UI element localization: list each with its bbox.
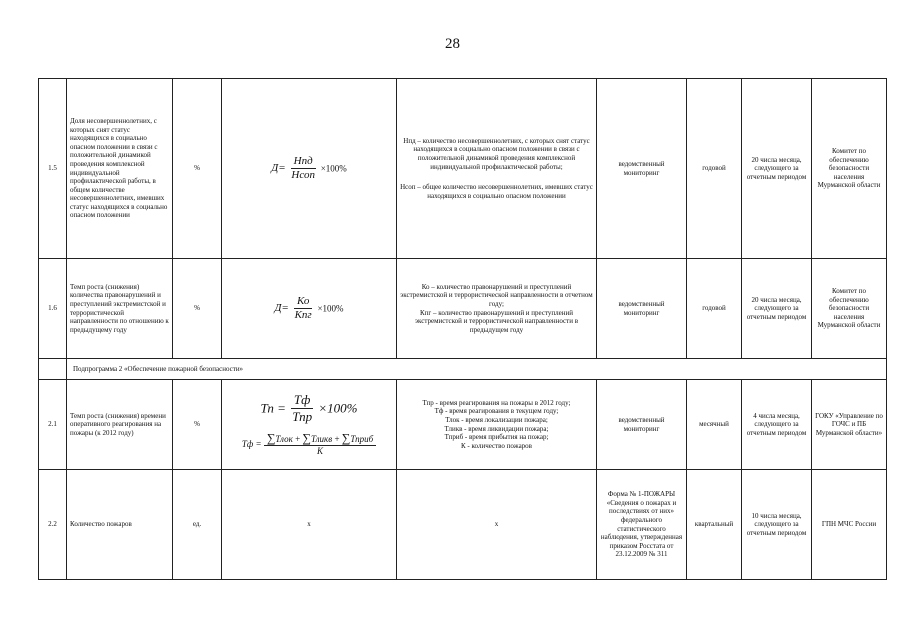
formula	[222, 79, 397, 259]
fraction	[288, 155, 318, 183]
indicator-name: Темп роста (снижения) времени оперативного реагирования на пожары (к 2012 году)	[67, 380, 173, 470]
row-number: 2.2	[39, 470, 67, 580]
page-number: 28	[445, 36, 460, 52]
deadline: 20 числа месяца, следующего за отчетным периодом	[742, 79, 812, 259]
fraction	[292, 295, 315, 323]
deadline: 10 числа месяца, следующего за отчетным периодом	[742, 470, 812, 580]
description-line: К - количество пожаров	[461, 441, 532, 450]
periodicity: квартальный	[687, 470, 742, 580]
formula-main	[225, 392, 393, 425]
formula-suffix: ×100%	[318, 400, 358, 416]
description-line: Кпг – количество правонарушений и преступлений экстремистской и террористической направленности в предыдущем году	[415, 308, 578, 334]
deadline: 20 числа месяца, следующего за отчетным периодом	[742, 259, 812, 359]
indicator-name: Темп роста (снижения) количества правонарушений и преступлений экстремистской и террористической направленности по отношению к предыдущему году	[67, 259, 173, 359]
unit: %	[173, 79, 222, 259]
term: Тликв	[310, 433, 333, 444]
formula-lhs: Д=	[274, 301, 289, 314]
formula-description	[397, 259, 597, 359]
table-row	[39, 470, 887, 580]
description-line: Тлок - время локализации пожара;	[445, 415, 548, 424]
formula-aux	[225, 431, 393, 458]
term: Тприб	[350, 433, 374, 444]
responsible: ГПН МЧС России	[812, 470, 887, 580]
data-source: ведомственный мониторинг	[597, 380, 687, 470]
row-number: 1.5	[39, 79, 67, 259]
plus-sign: +	[295, 433, 301, 444]
table-row	[39, 259, 887, 359]
formula-description	[397, 79, 597, 259]
formula-description: х	[397, 470, 597, 580]
subprogram-row	[39, 359, 887, 380]
unit: ед.	[173, 470, 222, 580]
description-line: Тликв - время ликвидации пожара;	[444, 424, 549, 433]
responsible: Комитет по обеспечению безопасности населения Мурманской области	[812, 259, 887, 359]
periodicity: месячный	[687, 380, 742, 470]
subprogram-title: Подпрограмма 2 «Обеспечение пожарной безопасности»	[67, 359, 887, 380]
unit: %	[173, 380, 222, 470]
data-source: ведомственный мониторинг	[597, 79, 687, 259]
indicators-table	[38, 78, 887, 580]
sum-icon: ∑	[266, 430, 276, 445]
data-source: ведомственный мониторинг	[597, 259, 687, 359]
periodicity: годовой	[687, 79, 742, 259]
description-line: Тприб - время прибытия на пожар;	[444, 433, 549, 442]
description-line: Тф - время реагирования в текущем году;	[434, 407, 559, 416]
unit: %	[173, 259, 222, 359]
deadline: 4 числа месяца, следующего за отчетным периодом	[742, 380, 812, 470]
formula-description	[397, 380, 597, 470]
formula-lhs: Д=	[271, 161, 286, 174]
indicator-name: Количество пожаров	[67, 470, 173, 580]
formula	[222, 259, 397, 359]
formula: х	[222, 470, 397, 580]
plus-sign: +	[334, 433, 340, 444]
responsible: ГОКУ «Управление по ГОЧС и ПБ Мурманской области»	[812, 380, 887, 470]
formula-denominator: Тпр	[292, 408, 313, 424]
formula-lhs: Тф =	[241, 438, 262, 449]
term: Тлок	[275, 433, 293, 444]
formula-lhs: Тп =	[260, 400, 286, 416]
fraction	[289, 392, 315, 425]
table-row	[39, 79, 887, 259]
responsible: Комитет по обеспечению безопасности населения Мурманской области	[812, 79, 887, 259]
table-row	[39, 380, 887, 470]
data-source: Форма № 1-ПОЖАРЫ «Сведения о пожарах и последствиях от них» федерального статистического наблюдения, утвержденная приказом Росстата от 23.12.2009 № 311	[597, 470, 687, 580]
row-number: 1.6	[39, 259, 67, 359]
description-line: Нсоп – общее количество несовершеннолетних, имевших статус находящихся в социально опасном положении	[400, 183, 593, 200]
formula-suffix: ×100%	[317, 303, 344, 314]
description-line: Тпр - время реагирования на пожары в 2012 году;	[422, 398, 571, 407]
formula-numerator: Ко	[294, 295, 312, 309]
indicator-name: Доля несовершеннолетних, с которых снят статус находящихся в социально опасном положении в связи с положительной динамикой проведения комплексной индивидуальной профилактической работы, в общем количестве несовершеннолетних, имевших статус находящихся в социально опасном положении	[67, 79, 173, 259]
formula-suffix: ×100%	[320, 163, 347, 174]
description-line: Нпд – количество несовершеннолетних, с которых снят статус находящихся в социально опасном положении в связи с положительной динамикой проведения комплексной индивидуальной профилактической работы;	[403, 136, 590, 171]
formula	[222, 380, 397, 470]
formula-numerator	[264, 431, 376, 447]
sum-icon: ∑	[341, 430, 351, 445]
row-number: 2.1	[39, 380, 67, 470]
description-line: Ко – количество правонарушений и преступлений экстремистской и террористической направленности в отчетном году;	[400, 282, 593, 308]
formula-numerator: Тф	[291, 392, 313, 409]
row-number	[39, 359, 67, 380]
formula-denominator: Нсоп	[291, 169, 315, 181]
formula-denominator: Кпг	[294, 309, 312, 321]
periodicity: годовой	[687, 259, 742, 359]
sum-icon: ∑	[302, 430, 311, 445]
formula-numerator: Нпд	[291, 155, 316, 169]
fraction	[264, 431, 376, 458]
formula-denominator: К	[316, 446, 323, 457]
